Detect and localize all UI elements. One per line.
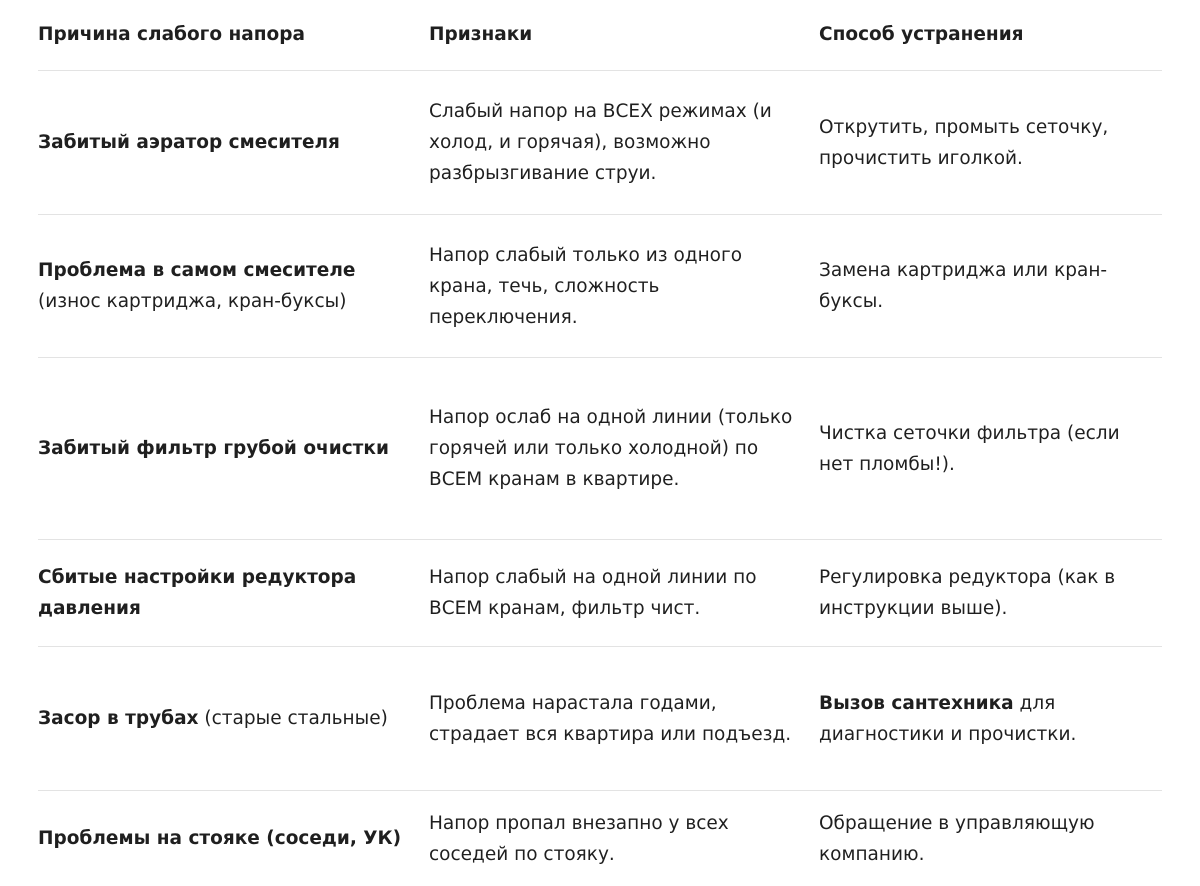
signs-cell: Проблема нарастала годами, страдает вся квартира или подъезд.	[429, 692, 792, 745]
cause-bold: Сбитые настройки редуктора давления	[38, 567, 357, 619]
fix-cell	[819, 255, 1162, 317]
header-cause: Причина слабого напора	[38, 24, 305, 45]
causes-table	[38, 0, 1162, 886]
signs-cell: Напор пропал внезапно у всех соседей по стояку.	[429, 812, 729, 865]
cause-cell	[38, 433, 429, 464]
cause-bold: Проблема в самом смесителе	[38, 260, 356, 281]
table-row	[38, 647, 1162, 791]
cause-note: (старые стальные)	[198, 708, 388, 729]
fix-text: для диагностики и прочистки.	[819, 692, 1077, 745]
fix-cell	[819, 418, 1162, 480]
fix-cell	[819, 562, 1162, 624]
signs-cell: Напор слабый только из одного крана, течь, сложность переключения.	[429, 244, 743, 328]
cause-cell	[38, 127, 429, 158]
fix-cell	[819, 688, 1162, 750]
fix-text: Чистка сеточки фильтра (если нет пломбы!).	[819, 422, 1120, 475]
cause-note: (износ картриджа, кран-буксы)	[38, 291, 347, 312]
cause-cell	[38, 255, 429, 317]
cause-cell	[38, 562, 429, 624]
table-row	[38, 540, 1162, 647]
table-header-row	[38, 0, 1162, 71]
fix-cell	[819, 808, 1162, 870]
header-fix: Способ устранения	[819, 24, 1024, 45]
fix-text: Открутить, промыть сеточку, прочистить иголкой.	[819, 116, 1109, 169]
table-row	[38, 358, 1162, 540]
cause-cell	[38, 703, 429, 734]
cause-bold: Проблемы на стояке (соседи, УК)	[38, 828, 402, 849]
fix-text: Замена картриджа или кран-буксы.	[819, 260, 1108, 312]
table-row	[38, 791, 1162, 886]
cause-bold: Забитый фильтр грубой очистки	[38, 438, 389, 459]
cause-bold: Засор в трубах	[38, 708, 199, 729]
fix-bold: Вызов сантехника	[819, 692, 1014, 714]
signs-cell: Напор ослаб на одной линии (только горячей или только холодной) по ВСЕМ кранам в квартире.	[429, 407, 793, 490]
signs-cell: Слабый напор на ВСЕХ режимах (и холод, и горячая), возможно разбрызгивание струи.	[429, 101, 772, 184]
header-signs: Признаки	[429, 24, 533, 45]
cause-bold: Забитый аэратор смесителя	[38, 132, 340, 153]
table-row	[38, 215, 1162, 358]
signs-cell: Напор слабый на одной линии по ВСЕМ кранам, фильтр чист.	[429, 567, 757, 619]
cause-cell	[38, 823, 429, 854]
fix-text: Обращение в управляющую компанию.	[819, 812, 1095, 865]
fix-cell	[819, 112, 1162, 174]
fix-text: Регулировка редуктора (как в инструкции выше).	[819, 567, 1116, 619]
table-row	[38, 71, 1162, 215]
